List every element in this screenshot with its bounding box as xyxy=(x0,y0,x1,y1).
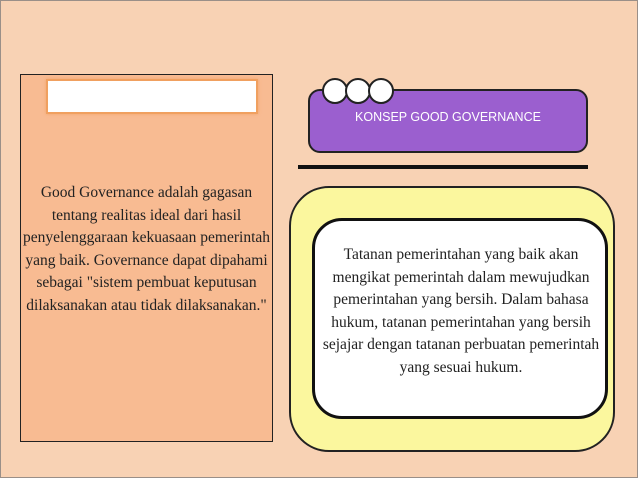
right-panel-text: Tatanan pemerintahan yang baik akan mengikat pemerintah dalam mewujudkan pemerintahan yang bersih. Dalam bahasa hukum, tatanan pemerintahan yang bersih sejajar dengan tatanan perbuatan pemerintah yang sesuai hukum. xyxy=(322,246,600,376)
left-title-box xyxy=(46,79,258,114)
left-panel-text: Good Governance adalah gagasan tentang realitas ideal dari hasil penyelenggaraan kekuasaan pemerintah yang baik. Governance dapat dipahami sebagai "sistem pembuat keputusan dilaksanakan atau tidak dilaksanakan." xyxy=(22,184,271,314)
divider xyxy=(298,165,588,169)
title-label: KONSEP GOOD GOVERNANCE xyxy=(355,110,541,124)
circle-icon xyxy=(368,78,394,104)
